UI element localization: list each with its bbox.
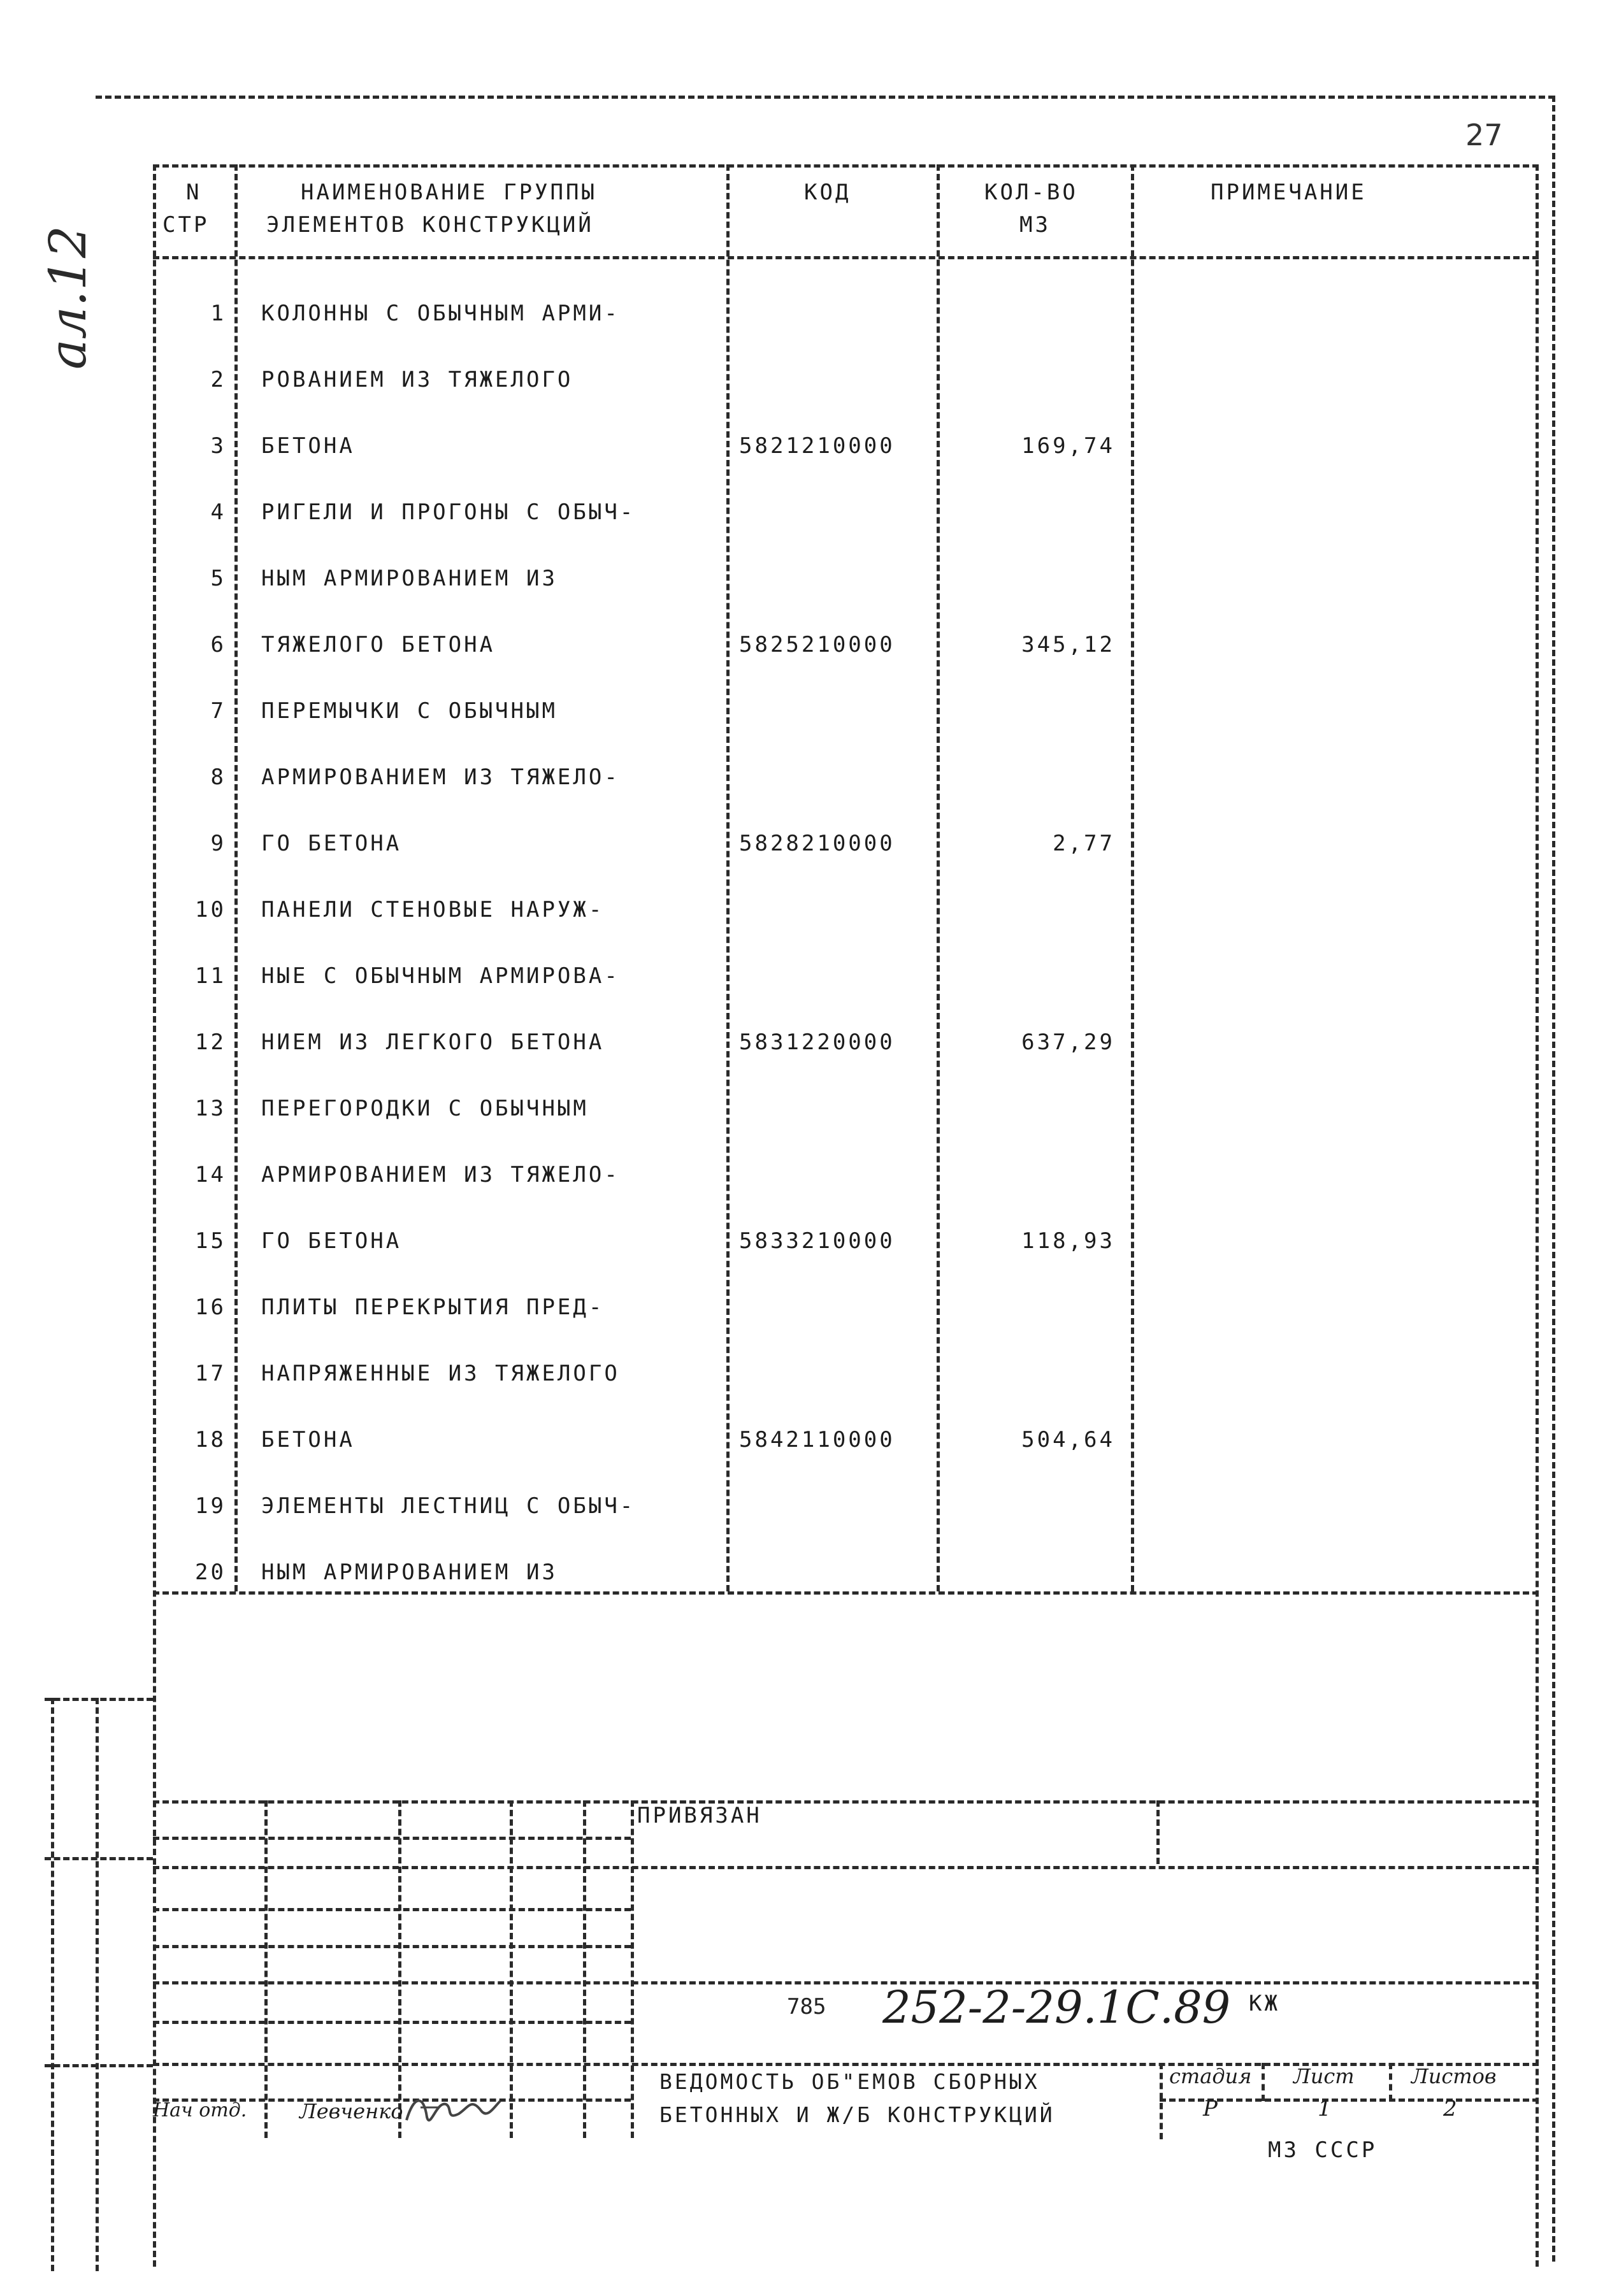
row-name: ПЛИТЫ ПЕРЕКРЫТИЯ ПРЕД-	[261, 1295, 605, 1320]
side-note: ал.12	[38, 226, 97, 370]
outer-frame-top	[96, 96, 1555, 99]
row-number: 8	[210, 764, 226, 790]
table-row	[0, 498, 1619, 526]
header-code: КОД	[804, 180, 851, 205]
row-name: АРМИРОВАНИЕМ ИЗ ТЯЖЕЛО-	[261, 764, 620, 790]
row-name: ГО БЕТОНА	[261, 1228, 402, 1254]
table-row	[0, 299, 1619, 327]
row-quantity: 504,64	[1021, 1427, 1115, 1453]
row-number: 12	[195, 1030, 226, 1055]
row-number: 11	[195, 963, 226, 989]
row-number: 9	[210, 831, 226, 856]
row-number: 15	[195, 1228, 226, 1254]
row-name: ПАНЕЛИ СТЕНОВЫЕ НАРУЖ-	[261, 897, 605, 922]
stamp-rule-4	[153, 1908, 631, 1911]
row-name: АРМИРОВАНИЕМ ИЗ ТЯЖЕЛО-	[261, 1162, 620, 1187]
table-row	[0, 564, 1619, 592]
document-mark: КЖ	[1249, 1991, 1280, 2016]
row-quantity	[943, 1492, 1115, 1520]
row-number: 6	[210, 632, 226, 657]
row-name: БЕТОНА	[261, 1427, 355, 1453]
row-quantity	[943, 1094, 1115, 1123]
row-quantity: 637,29	[1021, 1030, 1115, 1055]
table-row	[0, 962, 1619, 990]
row-number: 1	[210, 301, 226, 326]
table-row	[0, 1558, 1619, 1586]
row-quantity	[943, 763, 1115, 791]
row-quantity	[943, 366, 1115, 394]
table-row	[0, 366, 1619, 394]
row-number: 14	[195, 1162, 226, 1187]
row-quantity	[943, 498, 1115, 526]
row-quantity: 2,77	[1053, 831, 1115, 856]
table-row	[0, 1293, 1619, 1321]
stamp-rule-5	[153, 1945, 631, 1948]
row-name: КОЛОННЫ С ОБЫЧНЫМ АРМИ-	[261, 301, 620, 326]
stamp-rule-6	[153, 1981, 1539, 1984]
table-row	[0, 631, 1619, 659]
row-code: 5842110000	[739, 1427, 895, 1453]
sheet-value: 1	[1318, 2096, 1332, 2121]
row-code: 5828210000	[739, 831, 895, 856]
row-name: НЫМ АРМИРОВАНИЕМ ИЗ	[261, 566, 558, 591]
stamp-col-sheets	[1389, 2063, 1392, 2101]
table-row	[0, 896, 1619, 924]
table-top-border	[153, 164, 1539, 168]
row-name: ПЕРЕМЫЧКИ С ОБЫЧНЫМ	[261, 698, 558, 724]
attached-label: ПРИВЯЗАН	[637, 1803, 762, 1828]
row-quantity	[943, 1293, 1115, 1321]
row-name: НЫЕ С ОБЫЧНЫМ АРМИРОВА-	[261, 963, 620, 989]
sheet-label: Лист	[1293, 2064, 1355, 2088]
row-name: ГО БЕТОНА	[261, 831, 402, 856]
row-code: 5831220000	[739, 1030, 895, 1055]
row-name: ТЯЖЕЛОГО БЕТОНА	[261, 632, 496, 657]
row-number: 16	[195, 1295, 226, 1320]
row-name: РОВАНИЕМ ИЗ ТЯЖЕЛОГО	[261, 367, 573, 392]
table-row	[0, 432, 1619, 460]
row-number: 17	[195, 1361, 226, 1386]
stamp-rule-1	[153, 1800, 1539, 1804]
table-row	[0, 1492, 1619, 1520]
row-name: РИГЕЛИ И ПРОГОНЫ С ОБЫЧ-	[261, 499, 636, 525]
header-qty: КОЛ-ВО	[984, 180, 1078, 205]
stamp-col-3	[510, 1800, 513, 2138]
stage-label: стадия	[1169, 2064, 1252, 2088]
row-code: 5833210000	[739, 1228, 895, 1254]
stamp-title-line1: ВЕДОМОСТЬ ОБ"ЕМОВ СБОРНЫХ	[659, 2069, 1040, 2094]
row-quantity	[943, 1161, 1115, 1189]
document-code: 252-2-29.1С.89	[882, 1981, 1231, 2034]
organization: МЗ СССР	[1268, 2137, 1378, 2163]
row-code: 5825210000	[739, 632, 895, 657]
person-name: Левченко	[299, 2099, 403, 2123]
signature	[401, 2082, 503, 2133]
stamp-rule-3	[153, 1866, 1539, 1869]
header-name: НАИМЕНОВАНИЕ ГРУППЫ	[301, 180, 597, 205]
table-row	[0, 697, 1619, 725]
header-qty-unit: М3	[1019, 212, 1051, 238]
row-quantity	[943, 962, 1115, 990]
row-quantity: 118,93	[1021, 1228, 1115, 1254]
row-name: БЕТОНА	[261, 433, 355, 459]
stamp-col-sheet	[1262, 2063, 1265, 2101]
stamp-rule-7	[153, 2021, 631, 2024]
table-header-bottom	[153, 256, 1539, 259]
archive-number: 785	[787, 1994, 826, 2020]
table-row	[0, 1028, 1619, 1056]
sheets-label: Листов	[1411, 2064, 1497, 2088]
binding-strip-top	[45, 1698, 153, 1701]
table-row	[0, 829, 1619, 857]
row-code: 5821210000	[739, 433, 895, 459]
row-number: 3	[210, 433, 226, 459]
row-number: 13	[195, 1096, 226, 1121]
header-name-line2: ЭЛЕМЕНТОВ КОНСТРУКЦИЙ	[266, 212, 594, 238]
sheets-value: 2	[1443, 2096, 1457, 2121]
row-quantity	[943, 1558, 1115, 1586]
row-quantity	[943, 697, 1115, 725]
table-row	[0, 1094, 1619, 1123]
binding-strip-divider-2	[96, 1698, 99, 2271]
row-quantity: 345,12	[1021, 632, 1115, 657]
row-name: НЫМ АРМИРОВАНИЕМ ИЗ	[261, 1560, 558, 1585]
binding-strip-mid	[45, 1857, 153, 1860]
row-name: ЭЛЕМЕНТЫ ЛЕСТНИЦ С ОБЫЧ-	[261, 1493, 636, 1519]
stamp-col-5	[631, 1800, 634, 2138]
table-right-border	[1536, 164, 1539, 2267]
row-number: 20	[195, 1560, 226, 1585]
table-left-border	[153, 164, 156, 2267]
binding-strip-divider-1	[51, 1698, 54, 2271]
role-label: Нач отд.	[153, 2099, 247, 2121]
row-number: 7	[210, 698, 226, 724]
table-row	[0, 763, 1619, 791]
row-quantity	[943, 1360, 1115, 1388]
stamp-col-1	[264, 1800, 268, 2138]
row-quantity	[943, 896, 1115, 924]
stamp-col-4	[583, 1800, 586, 2138]
row-number: 4	[210, 499, 226, 525]
table-bottom-border	[153, 1591, 1539, 1595]
row-number: 18	[195, 1427, 226, 1453]
row-number: 10	[195, 897, 226, 922]
stamp-col-attached	[1156, 1800, 1160, 1864]
row-number: 2	[210, 367, 226, 392]
row-number: 19	[195, 1493, 226, 1519]
row-number: 5	[210, 566, 226, 591]
stage-value: Р	[1203, 2096, 1218, 2121]
header-note: ПРИМЕЧАНИЕ	[1211, 180, 1367, 205]
stamp-rule-2	[153, 1837, 631, 1840]
binding-strip-low	[45, 2064, 153, 2067]
stamp-col-title	[1160, 2063, 1163, 2139]
row-name: НИЕМ ИЗ ЛЕГКОГО БЕТОНА	[261, 1030, 605, 1055]
stamp-title-line2: БЕТОННЫХ И Ж/Б КОНСТРУКЦИЙ	[659, 2102, 1055, 2127]
row-name: ПЕРЕГОРОДКИ С ОБЫЧНЫМ	[261, 1096, 589, 1121]
header-n-line2: СТР	[162, 212, 210, 238]
page-number: 27	[1465, 118, 1503, 152]
table-row	[0, 1426, 1619, 1454]
header-n: N	[186, 180, 202, 205]
table-row	[0, 1360, 1619, 1388]
row-name: НАПРЯЖЕННЫЕ ИЗ ТЯЖЕЛОГО	[261, 1361, 620, 1386]
row-quantity	[943, 299, 1115, 327]
row-quantity	[943, 564, 1115, 592]
table-row	[0, 1161, 1619, 1189]
row-quantity: 169,74	[1021, 433, 1115, 459]
table-row	[0, 1227, 1619, 1255]
